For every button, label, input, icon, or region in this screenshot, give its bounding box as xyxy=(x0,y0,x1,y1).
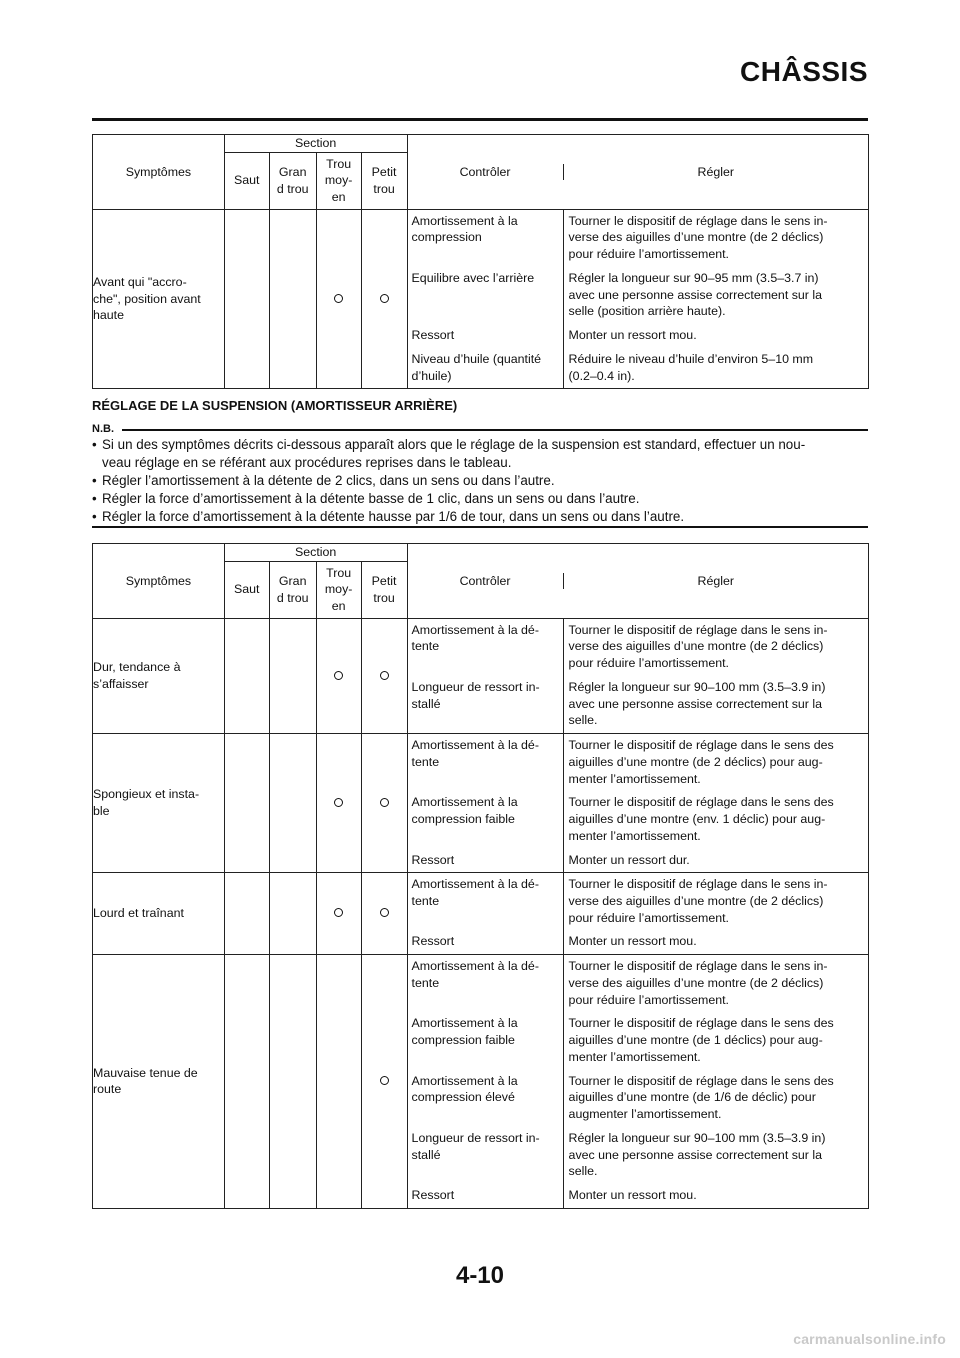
bullet-icon: • xyxy=(92,473,97,488)
section-mark-cell xyxy=(269,618,316,733)
section-mark-cell xyxy=(316,873,361,955)
control-text: Longueur de ressort in- stallé xyxy=(411,679,540,711)
adjust-text: Tourner le dispositif de réglage dans le sens des aiguilles d’une montre (de 1 déclics) pour aug- menter l’amortissement. xyxy=(568,1016,834,1064)
table-row xyxy=(93,734,869,873)
nb-note xyxy=(92,472,868,490)
section-mark-cell xyxy=(316,734,361,873)
section-mark-cell xyxy=(361,873,407,955)
header-section-sub: Gran d trou xyxy=(269,152,316,209)
title-rule xyxy=(92,118,868,121)
table-row xyxy=(93,955,869,1209)
nb-note-text: Si un des symptômes décrits ci-dessous apparaît alors que le réglage de la suspension est standard, effectuer un nou- veau réglage en se référant aux procédures reprises dans le tableau. xyxy=(102,437,806,470)
symptom-cell: Spongieux et insta- ble xyxy=(93,734,225,873)
circle-mark-icon xyxy=(334,671,343,680)
table-row xyxy=(93,618,869,733)
control-adjust-item xyxy=(408,955,868,1012)
control-text: Amortissement à la dé- tente xyxy=(411,622,539,654)
control-adjust-item xyxy=(408,210,868,267)
page-title: CHÂSSIS xyxy=(740,56,868,87)
symptom-cell: Lourd et traînant xyxy=(93,873,225,955)
section-mark-cell xyxy=(269,734,316,873)
symptom-cell: Mauvaise tenue de route xyxy=(93,955,225,1209)
adjust-text: Tourner le dispositif de réglage dans le sens des aiguilles d’une montre (de 1/6 de déclic) pour augmenter l’amortissement. xyxy=(568,1073,834,1122)
control-adjust-item xyxy=(408,873,868,930)
bullet-icon: • xyxy=(92,437,97,452)
control-text: Niveau d’huile (quantité d’huile) xyxy=(411,351,542,383)
adjust-text: Tourner le dispositif de réglage dans le sens des aiguilles d’une montre (env. 1 déclic) pour aug- menter l’amortissement. xyxy=(568,795,834,843)
symptom-cell: Avant qui "accro- che", position avant haute xyxy=(93,209,225,389)
section-mark-cell xyxy=(361,734,407,873)
adjust-text: Tourner le dispositif de réglage dans le sens in- verse des aiguilles d’une montre (de 2 déclics) pour réduire l’amortissement. xyxy=(568,213,828,262)
adjust-text: Régler la longueur sur 90–100 mm (3.5–3.9 in) avec une personne assise correctement sur la selle. xyxy=(568,679,826,728)
section-mark-cell xyxy=(224,955,269,1209)
header-section-sub: Trou moy- en xyxy=(316,561,361,618)
header-control-adjust xyxy=(407,544,868,619)
nb-rule-bottom xyxy=(92,526,868,528)
section-mark-cell xyxy=(361,955,407,1209)
control-adjust-item xyxy=(408,1012,868,1069)
header-control: Contrôler xyxy=(459,573,511,588)
header-section-sub: Saut xyxy=(224,561,269,618)
table-body xyxy=(93,209,869,389)
header-section-sub: Trou moy- en xyxy=(316,152,361,209)
control-adjust-item xyxy=(408,734,868,791)
control-adjust-item xyxy=(408,348,868,388)
circle-mark-icon xyxy=(334,798,343,807)
control-adjust-item xyxy=(408,267,868,324)
header-adjust: Régler xyxy=(563,573,868,590)
control-adjust-item xyxy=(408,324,868,348)
watermark: carmanualsonline.info xyxy=(793,1331,946,1347)
rear-suspension-table xyxy=(92,543,869,1209)
header-section-sub: Petit trou xyxy=(361,561,407,618)
header-control-adjust xyxy=(407,135,868,210)
nb-notes-list xyxy=(92,436,868,526)
control-text: Amortissement à la dé- tente xyxy=(411,738,539,769)
control-adjust-cell xyxy=(407,209,868,389)
header-control: Contrôler xyxy=(459,164,511,179)
adjust-text: Tourner le dispositif de réglage dans le sens in- verse des aiguilles d’une montre (de 2 déclics) pour réduire l’amortissement. xyxy=(568,877,828,925)
control-adjust-cell xyxy=(407,955,868,1209)
bullet-icon: • xyxy=(92,509,97,524)
control-adjust-item xyxy=(408,1127,868,1184)
nb-note-text: Régler la force d’amortissement à la détente hausse par 1/6 de tour, dans un sens ou dans l’autre. xyxy=(102,509,685,524)
circle-mark-icon xyxy=(380,294,389,303)
page-number: 4-10 xyxy=(455,1262,505,1289)
control-text: Amortissement à la dé- tente xyxy=(411,877,539,909)
section-mark-cell xyxy=(224,734,269,873)
adjust-text: Monter un ressort mou. xyxy=(568,1188,697,1203)
section-mark-cell xyxy=(269,955,316,1209)
control-text: Amortissement à la compression faible xyxy=(411,795,518,827)
control-text: Amortissement à la dé- tente xyxy=(411,959,539,990)
section-mark-cell xyxy=(224,209,269,389)
control-text: Ressort xyxy=(411,328,455,343)
nb-label: N.B. xyxy=(92,423,114,435)
circle-mark-icon xyxy=(380,1076,389,1085)
nb-note xyxy=(92,508,868,526)
control-adjust-item xyxy=(408,619,868,676)
control-adjust-cell xyxy=(407,734,868,873)
rear-suspension-heading: RÉGLAGE DE LA SUSPENSION (AMORTISSEUR ARRIÈRE) xyxy=(92,398,458,413)
nb-note-text: Régler l’amortissement à la détente de 2 clics, dans un sens ou dans l’autre. xyxy=(102,473,555,488)
control-adjust-item xyxy=(408,1070,868,1127)
control-text: Equilibre avec l’arrière xyxy=(411,270,535,285)
section-mark-cell xyxy=(269,873,316,955)
circle-mark-icon xyxy=(380,671,389,680)
control-adjust-item xyxy=(408,1184,868,1208)
section-mark-cell xyxy=(316,955,361,1209)
circle-mark-icon xyxy=(334,294,343,303)
adjust-text: Monter un ressort dur. xyxy=(568,852,690,867)
header-section-sub: Saut xyxy=(224,152,269,209)
adjust-text: Monter un ressort mou. xyxy=(568,328,697,343)
circle-mark-icon xyxy=(380,798,389,807)
control-adjust-item xyxy=(408,676,868,733)
front-suspension-table xyxy=(92,134,869,389)
table-body xyxy=(93,618,869,1208)
adjust-text: Régler la longueur sur 90–100 mm (3.5–3.9 in) avec une personne assise correctement sur la selle. xyxy=(568,1130,826,1179)
nb-rule xyxy=(122,429,868,431)
section-mark-cell xyxy=(361,618,407,733)
section-mark-cell xyxy=(269,209,316,389)
adjust-text: Monter un ressort mou. xyxy=(568,934,697,949)
nb-note-text: Régler la force d’amortissement à la détente basse de 1 clic, dans un sens ou dans l’autre. xyxy=(102,491,640,506)
adjust-text: Tourner le dispositif de réglage dans le sens in- verse des aiguilles d’une montre (de 2 déclics) pour réduire l’amortissement. xyxy=(568,622,828,671)
adjust-text: Régler la longueur sur 90–95 mm (3.5–3.7 in) avec une personne assise correctement sur la selle (position arrière haute). xyxy=(568,270,822,319)
adjust-text: Tourner le dispositif de réglage dans le sens in- verse des aiguilles d’une montre (de 2 déclics) pour réduire l’amortissement. xyxy=(568,959,828,1007)
section-mark-cell xyxy=(316,618,361,733)
control-text: Longueur de ressort in- stallé xyxy=(411,1130,540,1162)
control-text: Ressort xyxy=(411,852,455,867)
section-mark-cell xyxy=(224,873,269,955)
symptom-cell: Dur, tendance à s’affaisser xyxy=(93,618,225,733)
control-adjust-cell xyxy=(407,873,868,955)
section-mark-cell xyxy=(316,209,361,389)
section-mark-cell xyxy=(361,209,407,389)
section-mark-cell xyxy=(224,618,269,733)
header-section-sub: Gran d trou xyxy=(269,561,316,618)
header-section: Section xyxy=(224,544,407,562)
control-text: Amortissement à la compression faible xyxy=(411,1016,518,1048)
control-text: Ressort xyxy=(411,934,455,949)
nb-note xyxy=(92,490,868,508)
control-adjust-item xyxy=(408,930,868,954)
bullet-icon: • xyxy=(92,491,97,506)
header-symptoms: Symptômes xyxy=(93,544,225,619)
nb-note xyxy=(92,436,868,472)
table-row xyxy=(93,209,869,389)
circle-mark-icon xyxy=(334,908,343,917)
adjust-text: Tourner le dispositif de réglage dans le sens des aiguilles d’une montre (de 2 déclics) pour aug- menter l’amortissement. xyxy=(568,738,834,786)
header-symptoms: Symptômes xyxy=(93,135,225,210)
header-section: Section xyxy=(224,135,407,153)
adjust-text: Réduire le niveau d’huile d’environ 5–10 mm (0.2–0.4 in). xyxy=(568,351,814,383)
header-section-sub: Petit trou xyxy=(361,152,407,209)
control-text: Amortissement à la compression xyxy=(411,213,518,245)
control-text: Amortissement à la compression élevé xyxy=(411,1073,518,1105)
control-text: Ressort xyxy=(411,1188,455,1203)
control-adjust-cell xyxy=(407,618,868,733)
table-row xyxy=(93,873,869,955)
control-adjust-item xyxy=(408,849,868,873)
control-adjust-item xyxy=(408,791,868,848)
circle-mark-icon xyxy=(380,908,389,917)
header-adjust: Régler xyxy=(563,164,868,181)
